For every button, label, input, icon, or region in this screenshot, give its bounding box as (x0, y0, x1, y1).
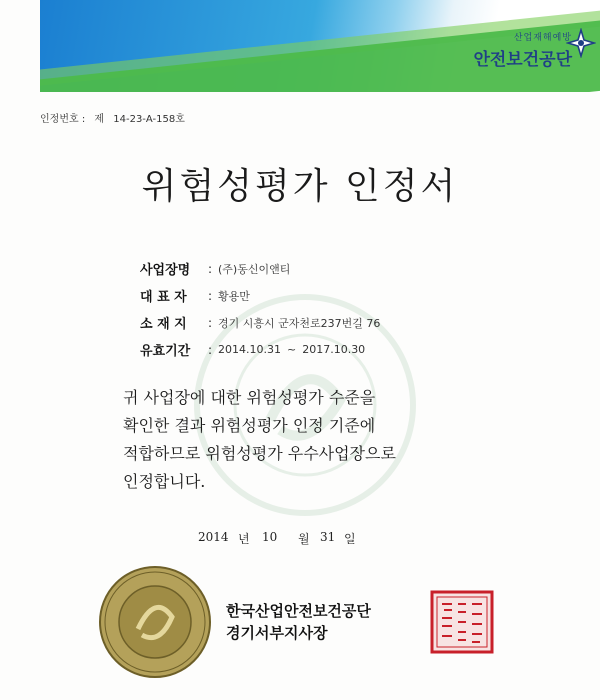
info-row-ceo (140, 282, 380, 309)
valid-separator: ~ (286, 343, 297, 356)
info-label: 소 재 지 (140, 317, 187, 332)
info-row-company (140, 255, 380, 282)
certificate-number-value: 14-23-A-158호 (113, 114, 185, 125)
date-year: 2014 (198, 530, 229, 544)
date-month-unit: 월 (298, 532, 310, 546)
page-title: 위험성평가 인정서 (141, 166, 459, 207)
red-stamp-icon (430, 590, 494, 654)
date-day: 31 (320, 530, 336, 544)
brand-subtitle: 산업재해예방 (513, 33, 572, 43)
certificate-number (40, 110, 191, 125)
info-label: 유효기간 (140, 344, 191, 359)
brand (473, 30, 572, 70)
valid-from: 2014.10.31 (218, 343, 281, 356)
gold-seal-icon (98, 565, 212, 679)
colon: : (208, 288, 213, 303)
issuer (226, 600, 371, 644)
ceo-name: 황용만 (218, 289, 250, 303)
brand-name: 안전보건공단 (473, 50, 572, 70)
header-banner (40, 0, 600, 92)
colon: : (208, 261, 213, 276)
body-line: 확인한 결과 위험성평가 인정 기준에 (123, 416, 376, 435)
body-line: 적합하므로 위험성평가 우수사업장으로 (123, 444, 396, 463)
colon: : (208, 315, 213, 330)
info-row-validity (140, 336, 380, 363)
body-line: 인정합니다. (123, 472, 206, 491)
date-day-unit: 일 (344, 532, 356, 546)
body-line: 귀 사업장에 대한 위험성평가 수준을 (123, 388, 376, 407)
info-label: 대 표 자 (140, 290, 187, 305)
kosha-logo-icon (566, 28, 596, 58)
certificate-number-label: 인정번호 : (40, 114, 86, 125)
address: 경기 시흥시 군자천로237번길 76 (218, 316, 381, 330)
issuer-org: 한국산업안전보건공단 (226, 602, 371, 620)
issuer-title: 경기서부지사장 (226, 624, 328, 642)
date-year-unit: 년 (238, 532, 250, 546)
info-label: 사업장명 (140, 263, 191, 278)
certificate-number-prefix: 제 (94, 114, 105, 125)
certificate-body (123, 384, 483, 496)
colon: : (208, 342, 213, 357)
validity-period (218, 343, 365, 356)
info-table (140, 255, 380, 363)
valid-to: 2017.10.30 (302, 343, 366, 356)
company-name: (주)동신이앤티 (218, 262, 291, 276)
date-month: 10 (262, 530, 278, 544)
info-row-address (140, 309, 380, 336)
